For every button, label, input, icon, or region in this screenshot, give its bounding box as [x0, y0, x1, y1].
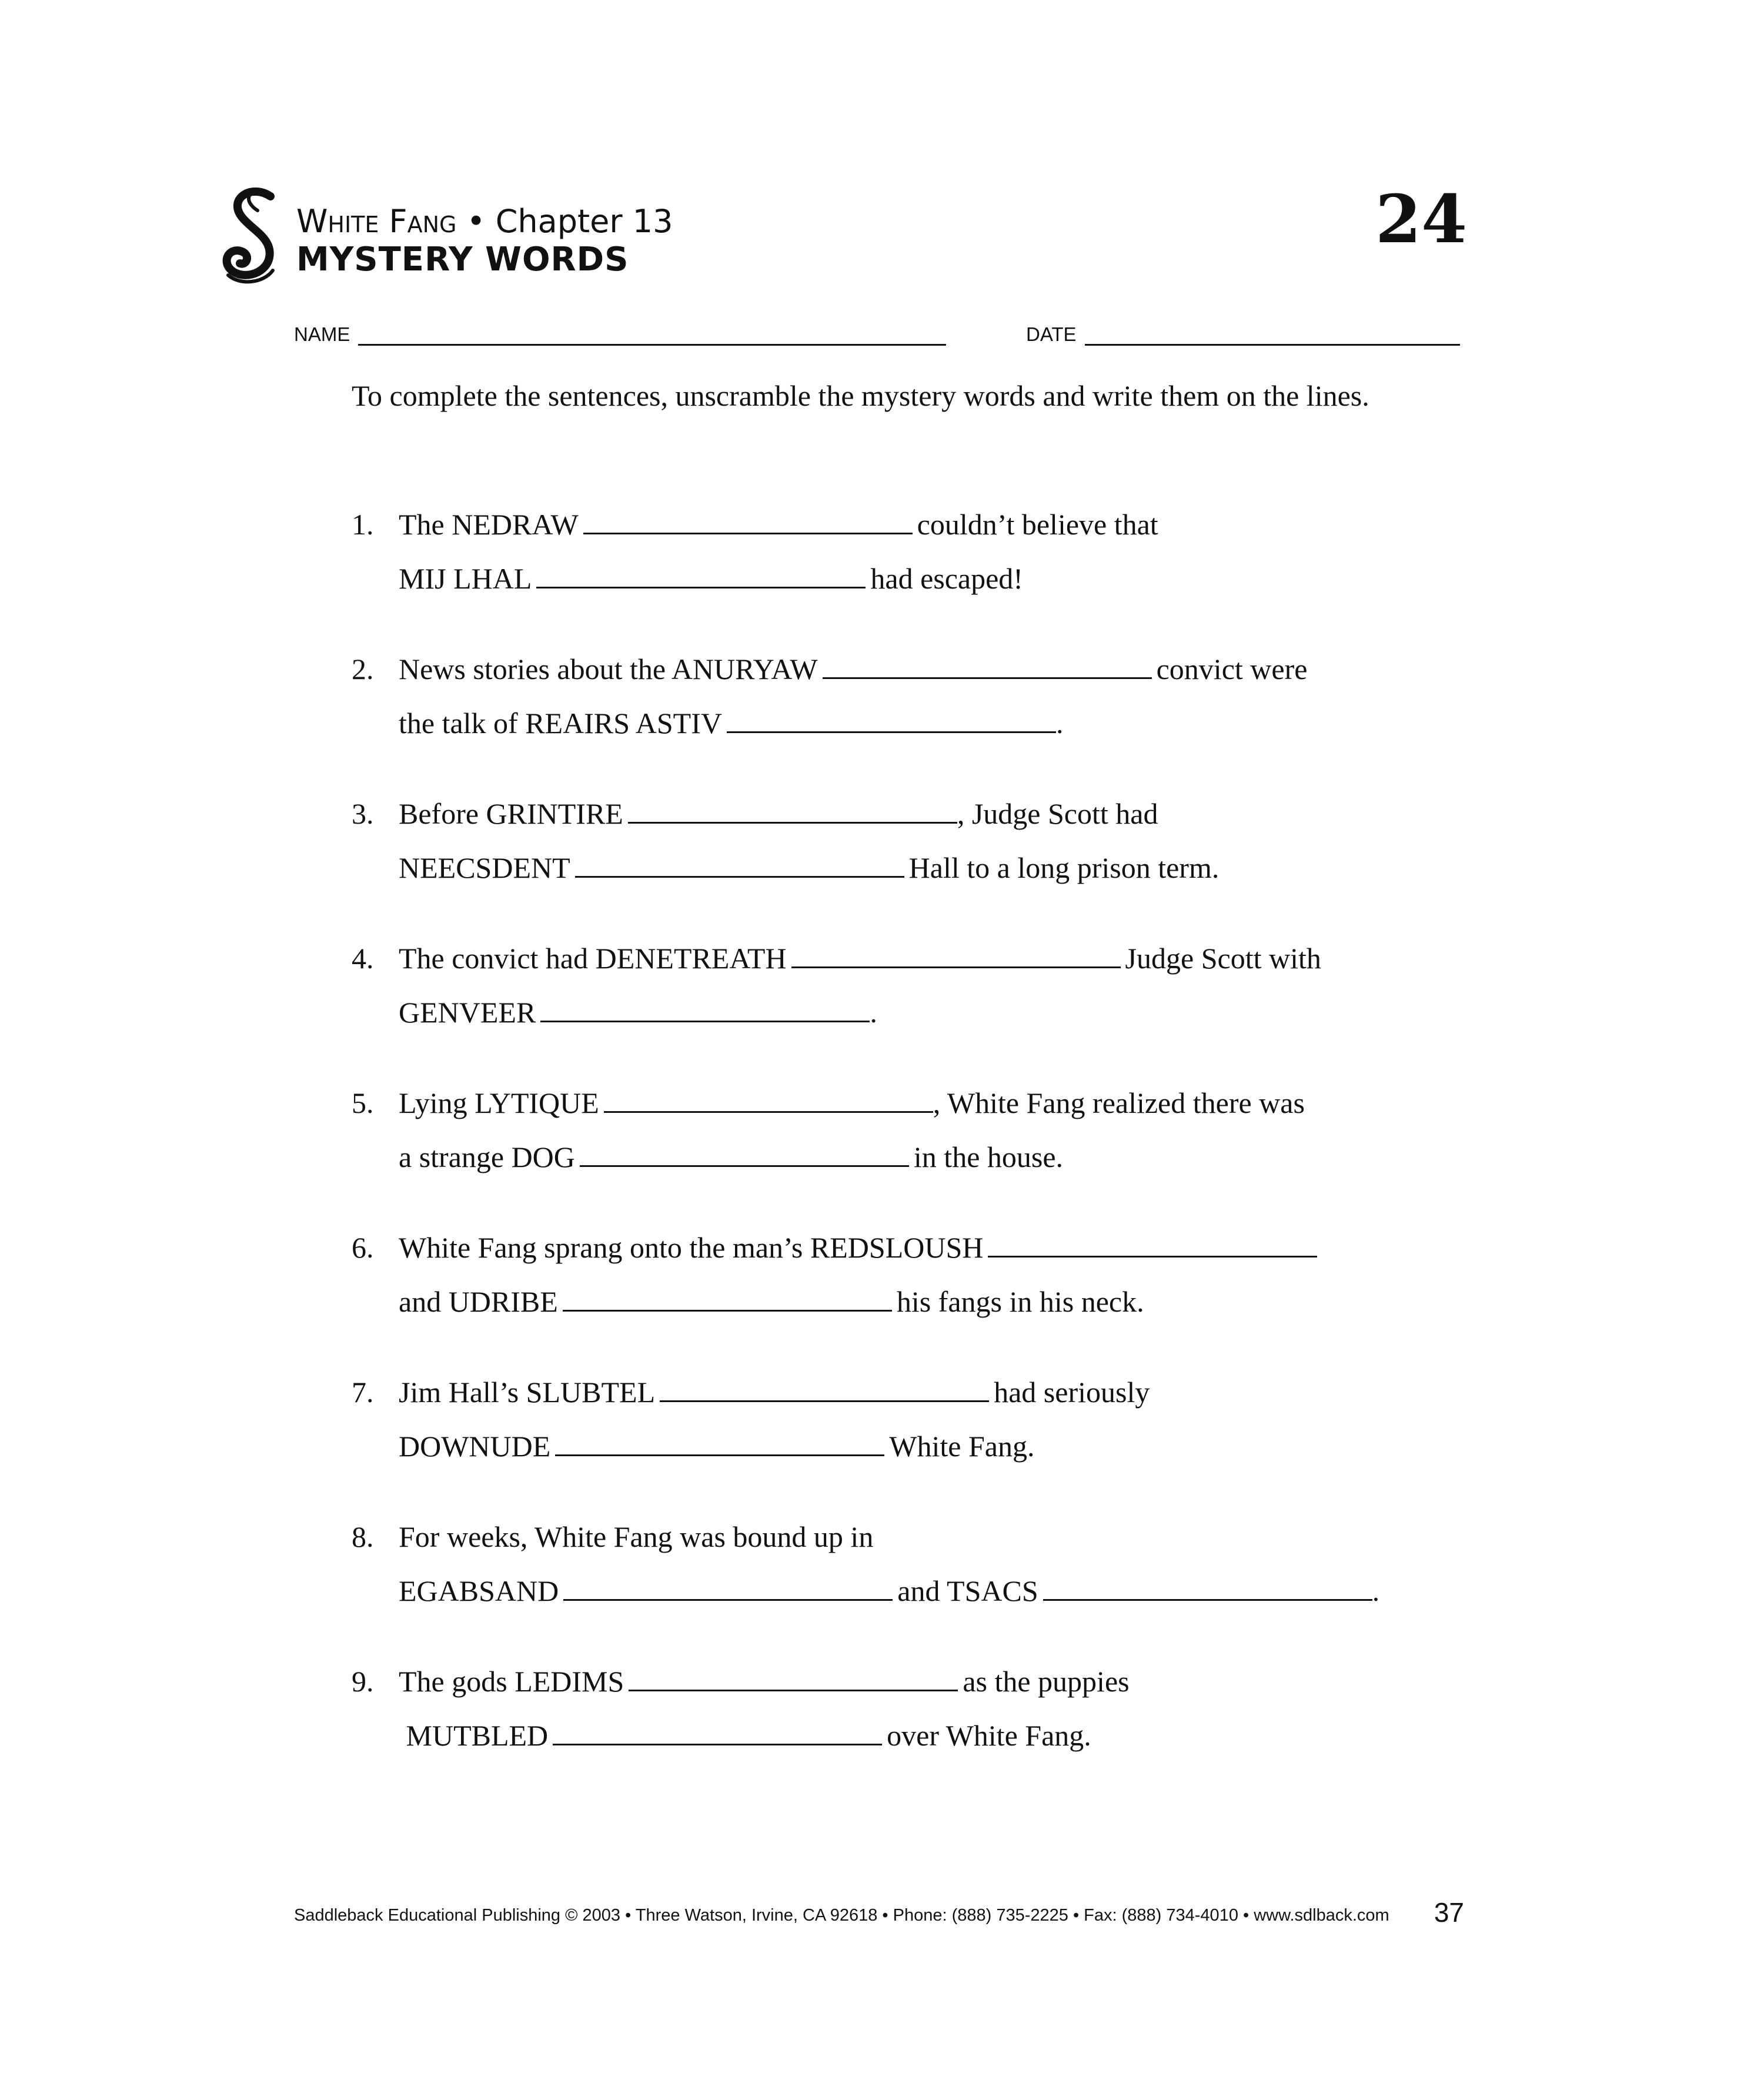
instructions: To complete the sentences, unscramble the mystery words and write them on the lines. — [352, 379, 1369, 412]
name-field — [294, 316, 946, 346]
question-text: GENVEER — [399, 996, 536, 1029]
question-text: White Fang sprang onto the man’s REDSLOUSH — [399, 1231, 984, 1264]
question-number: 7. — [352, 1376, 374, 1409]
date-field — [1026, 316, 1460, 346]
question-text: The NEDRAW — [399, 508, 579, 541]
answer-blank[interactable] — [823, 654, 1152, 679]
question-text: For weeks, White Fang was bound up in — [399, 1520, 874, 1553]
question-9 — [352, 1654, 1498, 1762]
question-number: 4. — [352, 942, 374, 975]
question-1 — [352, 497, 1498, 606]
date-label: DATE — [1026, 323, 1077, 345]
answer-blank[interactable] — [628, 798, 957, 824]
question-text: had escaped! — [870, 562, 1023, 595]
question-text: Hall to a long prison term. — [908, 851, 1220, 884]
question-text: a strange DOG — [399, 1141, 575, 1173]
answer-blank[interactable] — [536, 563, 866, 588]
question-text: MIJ LHAL — [399, 562, 532, 595]
question-text: . — [1055, 707, 1064, 740]
question-text: . — [870, 996, 877, 1029]
answer-blank[interactable] — [604, 1088, 933, 1113]
answer-blank[interactable] — [580, 1142, 909, 1167]
question-number: 8. — [352, 1520, 374, 1553]
question-text: in the house. — [913, 1141, 1064, 1173]
answer-blank[interactable] — [563, 1286, 892, 1312]
question-text: had seriously — [994, 1376, 1150, 1409]
question-number: 3. — [352, 797, 374, 830]
question-text: Judge Scott with — [1125, 942, 1321, 975]
chapter-label: Chapter 13 — [495, 203, 673, 240]
page-title: MYSTERY WORDS — [296, 240, 629, 279]
question-number: 1. — [352, 508, 374, 541]
question-text: DOWNUDE — [399, 1430, 551, 1463]
question-text: convict were — [1156, 653, 1308, 685]
date-line[interactable] — [1085, 322, 1460, 346]
question-text: and UDRIBE — [399, 1285, 558, 1318]
question-text: . — [1372, 1574, 1380, 1607]
question-number: 6. — [352, 1231, 374, 1264]
activity-number: 24 — [1375, 181, 1467, 258]
question-8 — [352, 1510, 1498, 1618]
saddleback-logo-icon — [216, 187, 293, 287]
question-text: the talk of REAIRS ASTIV — [399, 707, 722, 740]
answer-blank[interactable] — [660, 1377, 989, 1402]
question-text: Before GRINTIRE — [399, 797, 623, 830]
question-3 — [352, 787, 1498, 895]
publisher-footer: Saddleback Educational Publishing © 2003 • Three Watson, Irvine, CA 92618 • Phone: (888) 735-2225 • Fax: (888) 734-4010 • www.sdlback.com — [294, 1906, 1389, 1925]
question-text: EGABSAND — [399, 1574, 559, 1607]
answer-blank[interactable] — [629, 1666, 958, 1691]
question-text: News stories about the ANURYAW — [399, 653, 818, 685]
answer-blank[interactable] — [540, 997, 870, 1022]
name-line[interactable] — [358, 322, 946, 346]
answer-blank[interactable] — [575, 852, 904, 878]
question-text: and TSACS — [897, 1574, 1038, 1607]
book-title: White Fang — [296, 203, 457, 240]
question-text: White Fang. — [889, 1430, 1035, 1463]
question-text: as the puppies — [963, 1665, 1130, 1698]
question-number: 5. — [352, 1086, 374, 1119]
question-text: Jim Hall’s SLUBTEL — [399, 1376, 656, 1409]
name-label: NAME — [294, 323, 350, 345]
question-text: MUTBLED — [399, 1719, 549, 1752]
answer-blank[interactable] — [583, 509, 913, 534]
question-text: The gods LEDIMS — [399, 1665, 624, 1698]
question-5 — [352, 1076, 1498, 1184]
answer-blank[interactable] — [1043, 1576, 1372, 1601]
question-text: his fangs in his neck. — [896, 1285, 1144, 1318]
question-7 — [352, 1365, 1498, 1473]
question-text: NEECSDENT — [399, 851, 570, 884]
question-6 — [352, 1220, 1498, 1329]
question-text: The convict had DENETREATH — [399, 942, 787, 975]
question-number: 9. — [352, 1665, 374, 1698]
question-number: 2. — [352, 653, 374, 685]
question-text: Lying LYTIQUE — [399, 1086, 599, 1119]
page-number: 37 — [1434, 1897, 1464, 1928]
series-separator: • — [456, 203, 496, 240]
answer-blank[interactable] — [988, 1232, 1317, 1257]
answer-blank[interactable] — [553, 1720, 882, 1745]
series-heading — [296, 203, 673, 240]
answer-blank[interactable] — [563, 1576, 893, 1601]
question-text: over White Fang. — [887, 1719, 1091, 1752]
answer-blank[interactable] — [727, 708, 1056, 733]
question-text: , Judge Scott had — [957, 797, 1158, 830]
question-text: , White Fang realized there was — [933, 1086, 1305, 1119]
question-4 — [352, 931, 1498, 1039]
answer-blank[interactable] — [791, 943, 1121, 968]
question-2 — [352, 642, 1498, 750]
question-text: couldn’t believe that — [917, 508, 1158, 541]
answer-blank[interactable] — [555, 1431, 884, 1456]
